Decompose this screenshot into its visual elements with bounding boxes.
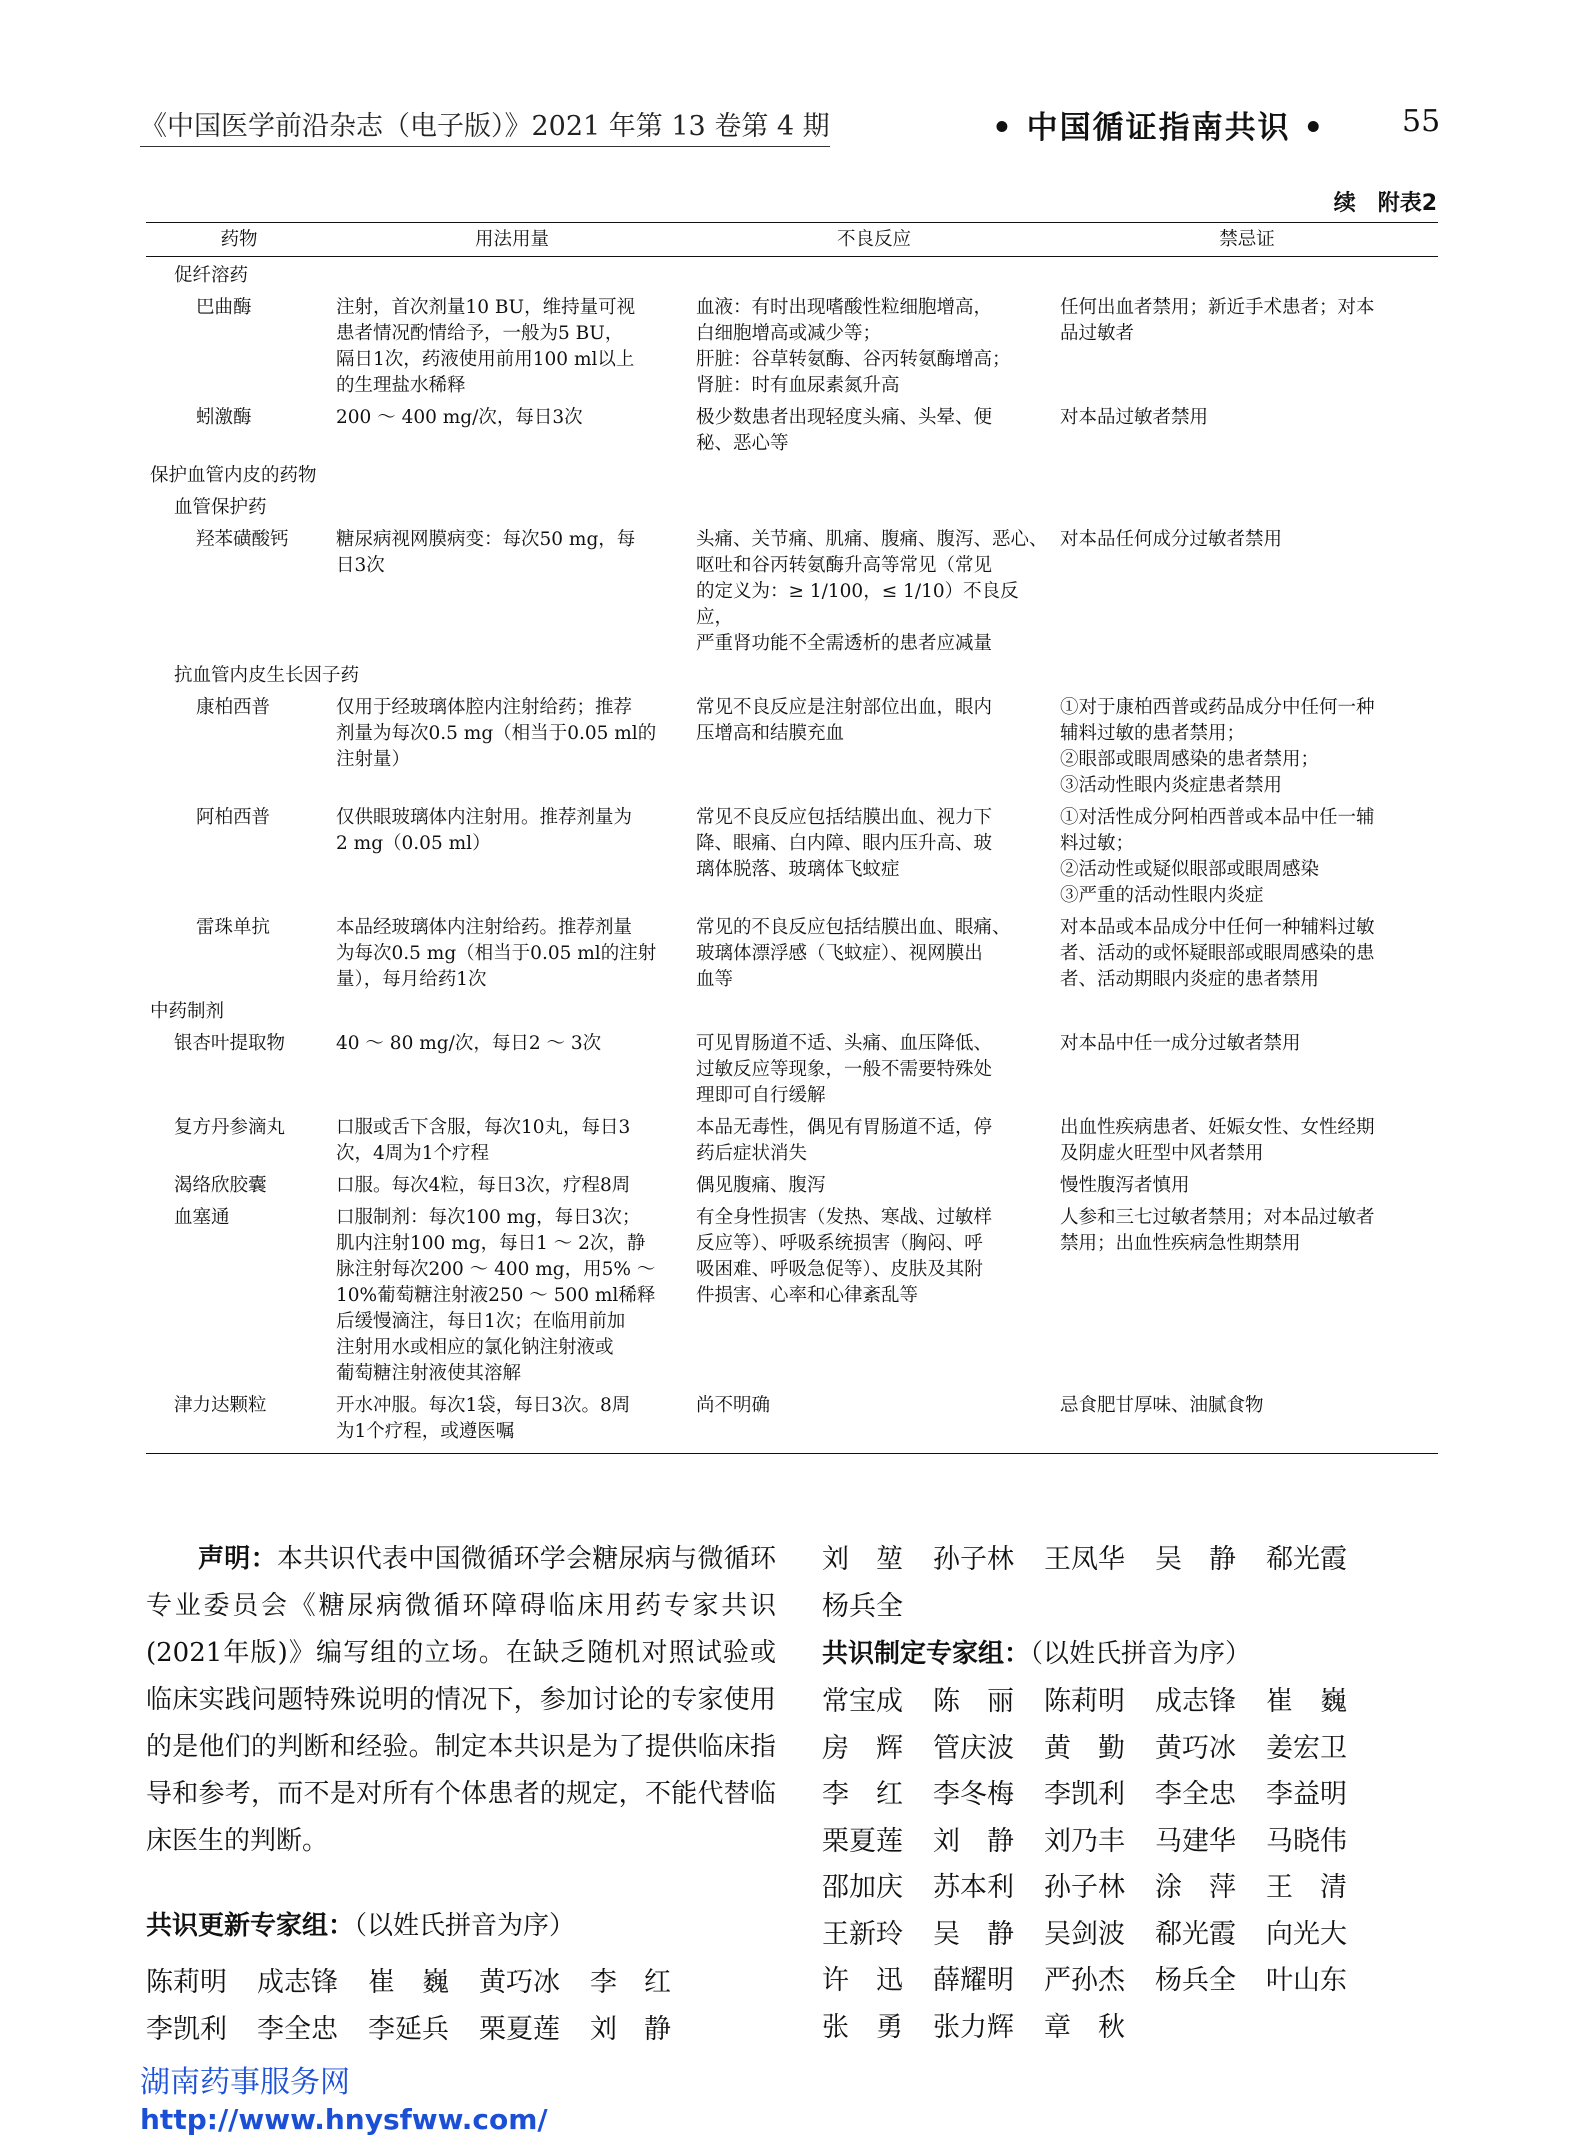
contra-line: 者、活动期眼内炎症的患者禁用 [1060,969,1320,990]
adverse-line: 过敏反应等现象，一般不需要特殊处 [696,1059,993,1080]
contra-line: 禁用；出血性疾病急性期禁用 [1060,1233,1301,1254]
dosage-line: 注射量） [336,749,411,770]
page-header [140,104,1440,150]
expert-name: 房 辉 [822,1732,903,1764]
expert-name: 李全忠 [1155,1779,1236,1810]
expert-name: 马晓伟 [1266,1825,1347,1857]
group-name: 保护血管内皮的药物 [150,465,317,486]
adverse-line: 肾脏：时有血尿素氮升高 [696,375,900,396]
contra-line: 慢性腹泻者慎用 [1060,1175,1190,1196]
drug-name: 血塞通 [174,1207,230,1228]
dosage-line: 的生理盐水稀释 [336,375,466,396]
expert-name: 黄巧冰 [479,1967,560,1998]
expert-name: 涂 萍 [1155,1872,1236,1903]
drug-name: 复方丹参滴丸 [174,1117,286,1138]
expert-name: 苏本利 [933,1872,1014,1903]
adverse-line: 本品无毒性，偶见有胃肠道不适，停 [696,1117,993,1138]
drug-name: 阿柏西普 [196,807,271,828]
dosage-line: 口服制剂：每次100 mg，每日3次； [336,1207,641,1228]
expert-name: 马建华 [1155,1825,1236,1857]
table-group-row [146,257,1438,296]
expert-name: 向光大 [1266,1918,1347,1950]
expert-name: 孙子林 [1044,1872,1125,1903]
dosage-line: 脉注射每次200 ～ 400 mg，用5% ～ [336,1259,656,1280]
contra-line: 对本品任何成分过敏者禁用 [1060,529,1283,550]
adverse-line: 严重肾功能不全需透析的患者应减量 [696,633,993,654]
contra-cell [1056,1205,1438,1393]
dosage-cell [332,695,692,805]
expert-name: 王 清 [1266,1872,1347,1903]
adverse-line: 肝脏：谷草转氨酶、谷丙转氨酶增高； [696,349,1011,370]
contra-line: 品过敏者 [1060,323,1135,344]
adverse-line: 常见不良反应包括结膜出血、视力下 [696,807,993,828]
adverse-line: 偶见腹痛、腹泻 [696,1175,826,1196]
expert-name: 孙子林 [933,1544,1014,1575]
contra-cell [1056,1115,1438,1173]
dosage-line: 2 mg（0.05 ml） [336,833,491,854]
table-row [146,695,1438,805]
contra-line: 及阴虚火旺型中风者禁用 [1060,1143,1264,1164]
drug-name: 津力达颗粒 [146,1393,332,1454]
adverse-cell [692,1115,1056,1173]
contra-cell [1056,1393,1438,1454]
table-row [146,295,1438,405]
declaration-label: 声明： [198,1544,277,1574]
dosage-line: 糖尿病视网膜病变：每次50 mg，每 [336,529,636,550]
dosage-line: 日3次 [336,555,385,576]
adverse-cell [692,1205,1056,1393]
section-title: • 中国循证指南共识 • [992,110,1326,146]
group-name: 抗血管内皮生长因子药 [174,665,360,686]
contra-line: 者、活动的或怀疑眼部或眼周感染的患 [1060,943,1375,964]
contra-cell [1056,1173,1438,1205]
dosage-line: 本品经玻璃体内注射给药。推荐剂量 [336,917,633,938]
adverse-cell [692,295,1056,405]
expert-name: 常宝成 [822,1686,903,1717]
contra-line: 料过敏； [1060,833,1135,854]
dosage-cell [332,295,692,405]
adverse-line: 呕吐和谷丙转氨酶升高等常见（常见 [696,555,993,576]
drug-name: 银杏叶提取物 [174,1033,286,1054]
expert-name: 邵加庆 [822,1872,903,1903]
expert-name: 刘乃丰 [1044,1825,1125,1857]
dosage-line: 开水冲服。每次1袋，每日3次。8周 [336,1395,631,1416]
name-row [822,1584,1442,1631]
adverse-cell [692,1173,1056,1205]
dosage-line: 为1个疗程，或遵医嘱 [336,1421,515,1442]
adverse-cell [692,805,1056,915]
expert-name: 管庆波 [933,1732,1014,1764]
dosage-cell [332,805,692,915]
group-name: 促纤溶药 [174,265,249,286]
update-group-label: 共识更新专家组： [146,1911,355,1941]
table-group-row [146,495,1438,527]
table-group-row [146,663,1438,695]
dosage-line: 后缓慢滴注，每日1次；在临用前加 [336,1311,626,1332]
table-header-row [146,223,1438,257]
contra-line: 对本品过敏者禁用 [1060,407,1209,428]
dosage-cell [332,1393,692,1454]
contra-cell [1056,527,1438,663]
adverse-line: 反应等）、呼吸系统损害（胸闷、呼 [696,1233,983,1254]
expert-name: 郗光霞 [1155,1918,1236,1950]
dosage-line: 口服。每次4粒，每日3次，疗程8周 [336,1175,631,1196]
expert-name: 李 红 [590,1967,671,1998]
contra-line: 出血性疾病患者、妊娠女性、女性经期 [1060,1117,1375,1138]
contra-cell [1056,805,1438,915]
declaration-text: 本共识代表中国微循环学会糖尿病与微循环专业委员会《糖尿病微循环障碍临床用药专家共识(2021年版)》编写组的立场。在缺乏随机对照试验或临床实践问题特殊说明的情况下，参加讨论的专家使用的是他们的判断和经验。制定本共识是为了提供临床指导和参考，而不是对所有个体患者的规定，不能代替临床医生的判断。 [146,1544,776,1856]
name-row [146,2007,746,2054]
adverse-line: 血等 [696,969,734,990]
adverse-line: 的定义为：≥ 1/100，≤ 1/10）不良反应， [696,581,1019,628]
making-group-names [822,1537,1442,1630]
drug-name: 康柏西普 [196,697,271,718]
table-row [146,1031,1438,1115]
expert-name: 黄 勤 [1044,1732,1125,1764]
watermark-site: 湖南药事服务网 [140,2065,350,2100]
expert-name: 王新玲 [822,1918,903,1950]
expert-name: 刘 静 [590,2013,671,2045]
column-header: 药物 [146,223,332,257]
contra-line: 任何出血者禁用；新近手术患者；对本 [1060,297,1375,318]
expert-name: 栗夏莲 [479,2013,560,2045]
making-group-note: （以姓氏拼音为序） [1030,1639,1252,1669]
adverse-line: 吸困难、呼吸急促等）、皮肤及其附 [696,1259,983,1280]
contra-line: ①对活性成分阿柏西普或本品中任一辅 [1060,807,1375,828]
drug-name: 巴曲酶 [196,297,252,318]
adverse-line: 常见的不良反应包括结膜出血、眼痛、 [696,917,1011,938]
adverse-line: 璃体脱落、玻璃体飞蚊症 [696,859,900,880]
dosage-line: 量），每月给药1次 [336,969,487,990]
dosage-cell [332,1031,692,1115]
expert-name: 章 秋 [1044,2011,1125,2043]
column-header: 不良反应 [692,223,1056,257]
expert-name: 姜宏卫 [1266,1732,1347,1764]
adverse-line: 压增高和结膜充血 [696,723,845,744]
name-row [822,1772,1442,1819]
drug-name: 雷珠单抗 [196,917,271,938]
column-header: 用法用量 [332,223,692,257]
adverse-cell [692,695,1056,805]
drug-name: 蚓激酶 [196,407,252,428]
name-row [822,1819,1442,1866]
table-row [146,1205,1438,1393]
expert-name: 许 迅 [822,1965,903,1996]
contra-line: ②活动性或疑似眼部或眼周感染 [1060,859,1320,880]
adverse-cell [692,1031,1056,1115]
update-group-note: （以姓氏拼音为序） [354,1911,576,1941]
dosage-line: 仅供眼玻璃体内注射用。推荐剂量为 [336,807,633,828]
expert-name: 李延兵 [368,2013,449,2045]
dosage-cell [332,1205,692,1393]
table-row [146,1393,1438,1454]
expert-name: 李凯利 [146,2013,227,2045]
name-row [822,2005,1442,2052]
expert-name: 杨兵全 [822,1590,903,1622]
contra-line: ③严重的活动性眼内炎症 [1060,885,1264,906]
dosage-cell [332,915,692,999]
table-caption: 续 附表2 [1333,191,1437,216]
expert-name: 刘 堃 [822,1544,903,1575]
expert-name: 杨兵全 [1155,1965,1236,1996]
expert-name: 郗光霞 [1266,1544,1347,1575]
expert-name: 刘 静 [933,1825,1014,1857]
dosage-line: 10%葡萄糖注射液250 ～ 500 ml稀释 [336,1285,656,1306]
contra-cell [1056,405,1438,463]
dosage-line: 葡萄糖注射液使其溶解 [336,1363,522,1384]
dosage-line: 剂量为每次0.5 mg（相当于0.05 ml的 [336,723,657,744]
contra-line: 忌食肥甘厚味、油腻食物 [1060,1395,1264,1416]
table-row [146,405,1438,463]
adverse-line: 有全身性损害（发热、寒战、过敏样 [696,1207,993,1228]
expert-name: 吴 静 [933,1918,1014,1950]
dosage-line: 注射，首次剂量10 BU，维持量可视 [336,297,636,318]
expert-name: 陈莉明 [146,1967,227,1998]
expert-name: 薛耀明 [933,1965,1014,1996]
adverse-line: 头痛、关节痛、肌痛、腹痛、腹泻、恶心、 [696,529,1048,550]
table-row [146,915,1438,999]
expert-name: 吴剑波 [1044,1918,1125,1950]
name-row [822,1679,1442,1726]
dosage-line: 200 ～ 400 mg/次，每日3次 [336,407,583,428]
dosage-line: 口服或舌下含服，每次10丸，每日3 [336,1117,631,1138]
expert-name: 李凯利 [1044,1779,1125,1810]
expert-name: 成志锋 [1155,1686,1236,1717]
adverse-line: 白细胞增高或减少等； [696,323,882,344]
expert-name: 成志锋 [257,1967,338,1998]
expert-name: 李冬梅 [933,1779,1014,1810]
expert-name: 陈莉明 [1044,1686,1125,1717]
contra-line: 对本品或本品成分中任何一种辅料过敏 [1060,917,1375,938]
group-name: 血管保护药 [174,497,267,518]
update-group-title [146,1905,575,1942]
contra-line: 对本品中任一成分过敏者禁用 [1060,1033,1301,1054]
adverse-line: 可见胃肠道不适、头痛、血压降低、 [696,1033,993,1054]
dosage-line: 肌内注射100 mg，每日1 ～ 2次，静 [336,1233,646,1254]
contra-cell [1056,1031,1438,1115]
expert-name: 叶山东 [1266,1965,1347,1996]
expert-name: 李 红 [822,1779,903,1810]
adverse-cell [692,915,1056,999]
expert-name: 黄巧冰 [1155,1732,1236,1764]
dosage-line: 注射用水或相应的氯化钠注射液或 [336,1337,614,1358]
name-row [822,1958,1442,2005]
group-name: 中药制剂 [150,1001,225,1022]
contra-line: ②眼部或眼周感染的患者禁用； [1060,749,1320,770]
column-header: 禁忌证 [1056,223,1438,257]
adverse-line: 降、眼痛、白内障、眼内压升高、玻 [696,833,993,854]
page-number: 55 [1402,104,1441,139]
making-group-label: 共识制定专家组： [822,1639,1031,1669]
adverse-line: 血液：有时出现嗜酸性粒细胞增高， [696,297,993,318]
expert-name: 张 勇 [822,2011,903,2043]
expert-name: 崔 巍 [1266,1686,1347,1717]
dosage-cell [332,527,692,663]
dosage-line: 隔日1次，药液使用前用100 ml以上 [336,349,635,370]
drug-table [146,222,1438,1454]
contra-line: ①对于康柏西普或药品成分中任何一种 [1060,697,1375,718]
drug-name: 渴络欣胶囊 [174,1175,267,1196]
name-row [822,1912,1442,1959]
update-group-names [146,1960,746,2053]
expert-name: 陈 丽 [933,1686,1014,1717]
adverse-cell [692,527,1056,663]
adverse-line: 极少数患者出现轻度头痛、头晕、便 [696,407,993,428]
table-row [146,1115,1438,1173]
dosage-line: 40 ～ 80 mg/次，每日2 ～ 3次 [336,1033,602,1054]
adverse-cell [692,405,1056,463]
adverse-line: 件损害、心率和心律紊乱等 [696,1285,919,1306]
name-row [822,1537,1442,1584]
expert-name: 张力辉 [933,2011,1014,2043]
contra-line: ③活动性眼内炎症患者禁用 [1060,775,1283,796]
dosage-line: 仅用于经玻璃体腔内注射给药；推荐 [336,697,633,718]
table-group-row [146,463,1438,495]
table-row [146,527,1438,663]
expert-name: 崔 巍 [368,1967,449,1998]
contra-cell [1056,695,1438,805]
expert-name: 严孙杰 [1044,1965,1125,1996]
contra-line: 辅料过敏的患者禁用； [1060,723,1246,744]
watermark [140,2064,548,2138]
adverse-line: 理即可自行缓解 [696,1085,826,1106]
watermark-url[interactable]: http://www.hnysfww.com/ [140,2103,548,2136]
table-row [146,805,1438,915]
dosage-line: 次，4周为1个疗程 [336,1143,490,1164]
adverse-line: 秘、恶心等 [696,433,789,454]
dosage-line: 患者情况酌情给予，一般为5 BU， [336,323,624,344]
journal-title: 《中国医学前沿杂志（电子版）》2021 年第 13 卷第 4 期 [140,104,830,147]
contra-cell [1056,295,1438,405]
expert-name: 李益明 [1266,1779,1347,1810]
table-body [146,257,1438,1454]
expert-name: 吴 静 [1155,1544,1236,1575]
table-row [146,1173,1438,1205]
expert-name: 栗夏莲 [822,1825,903,1857]
dosage-cell [332,1173,692,1205]
dosage-cell [332,1115,692,1173]
name-row [822,1726,1442,1773]
contra-line: 人参和三七过敏者禁用；对本品过敏者 [1060,1207,1375,1228]
contra-cell [1056,915,1438,999]
adverse-line: 尚不明确 [696,1395,771,1416]
making-group-title [822,1633,1251,1670]
dosage-line: 为每次0.5 mg（相当于0.05 ml的注射 [336,943,657,964]
adverse-cell [692,1393,1056,1454]
dosage-cell [332,405,692,463]
adverse-line: 玻璃体漂浮感（飞蚊症）、视网膜出 [696,943,983,964]
expert-name: 李全忠 [257,2013,338,2045]
drug-name: 羟苯磺酸钙 [196,529,289,550]
table-group-row [146,999,1438,1031]
declaration [146,1536,776,1865]
adverse-line: 药后症状消失 [696,1143,808,1164]
expert-name: 王凤华 [1044,1544,1125,1575]
name-row [146,1960,746,2007]
name-row [822,1865,1442,1912]
making-group-names-list [822,1679,1442,2051]
adverse-line: 常见不良反应是注射部位出血，眼内 [696,697,993,718]
